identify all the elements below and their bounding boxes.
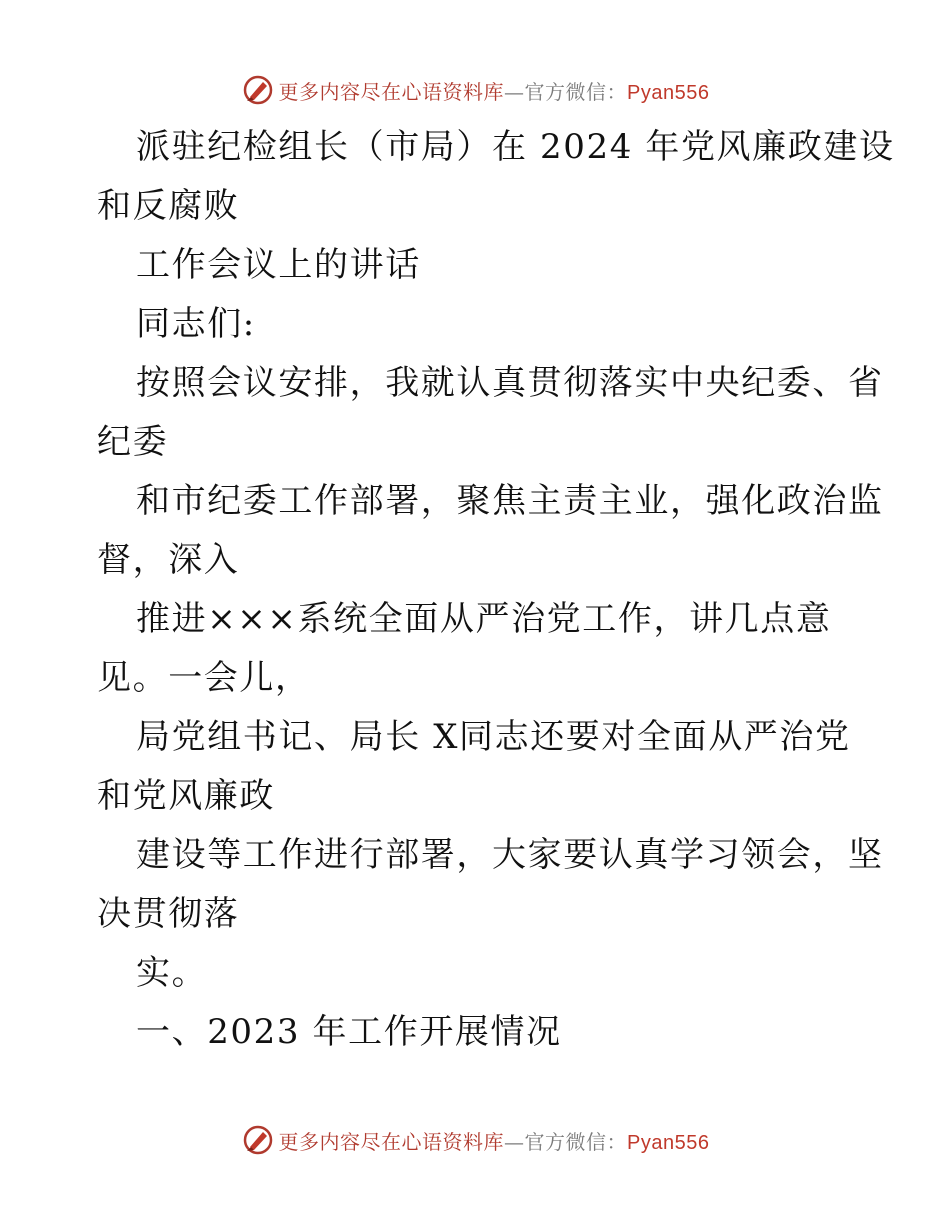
watermark-label: 官方微信： bbox=[524, 79, 628, 104]
text-line: 建设等工作进行部署，大家要认真学习领会，坚 bbox=[136, 835, 884, 875]
text-line: 按照会议安排，我就认真贯彻落实中央纪委、省 bbox=[136, 363, 884, 403]
text-line: 派驻纪检组长（市局）在 2024 年党风廉政建设 bbox=[136, 127, 895, 167]
watermark-id: Pyan556 bbox=[627, 1131, 710, 1154]
watermark-main: 更多内容尽在心语资料库 bbox=[278, 79, 505, 104]
pen-logo-icon bbox=[241, 1123, 275, 1157]
watermark-text bbox=[279, 76, 710, 105]
text-line: 工作会议上的讲话 bbox=[136, 245, 421, 285]
document-body bbox=[97, 118, 895, 1062]
text-line: 局党组书记、局长 X同志还要对全面从严治党 bbox=[136, 717, 851, 757]
text-line: 和反腐败 bbox=[97, 186, 240, 226]
header-watermark bbox=[0, 70, 950, 110]
footer-watermark bbox=[0, 1120, 950, 1160]
text-line: 实。 bbox=[136, 953, 208, 993]
watermark-dash: — bbox=[504, 1129, 525, 1154]
text-line: 和党风廉政 bbox=[97, 776, 275, 816]
watermark-label: 官方微信： bbox=[524, 1129, 628, 1154]
text-line: 见。一会儿， bbox=[97, 658, 311, 698]
text-line: 和市纪委工作部署，聚焦主责主业，强化政治监 bbox=[136, 481, 884, 521]
watermark-main: 更多内容尽在心语资料库 bbox=[278, 1129, 505, 1154]
text-line: 督，深入 bbox=[97, 540, 240, 580]
pen-logo-icon bbox=[241, 73, 275, 107]
watermark-dash: — bbox=[504, 79, 525, 104]
text-line: 推进×××系统全面从严治党工作，讲几点意 bbox=[136, 599, 832, 639]
text-line: 决贯彻落 bbox=[97, 894, 240, 934]
watermark-id: Pyan556 bbox=[627, 81, 710, 104]
text-line: 纪委 bbox=[97, 422, 169, 462]
watermark-text bbox=[279, 1126, 710, 1155]
text-line: 一、2023 年工作开展情况 bbox=[136, 1012, 562, 1052]
text-line: 同志们: bbox=[136, 304, 256, 344]
